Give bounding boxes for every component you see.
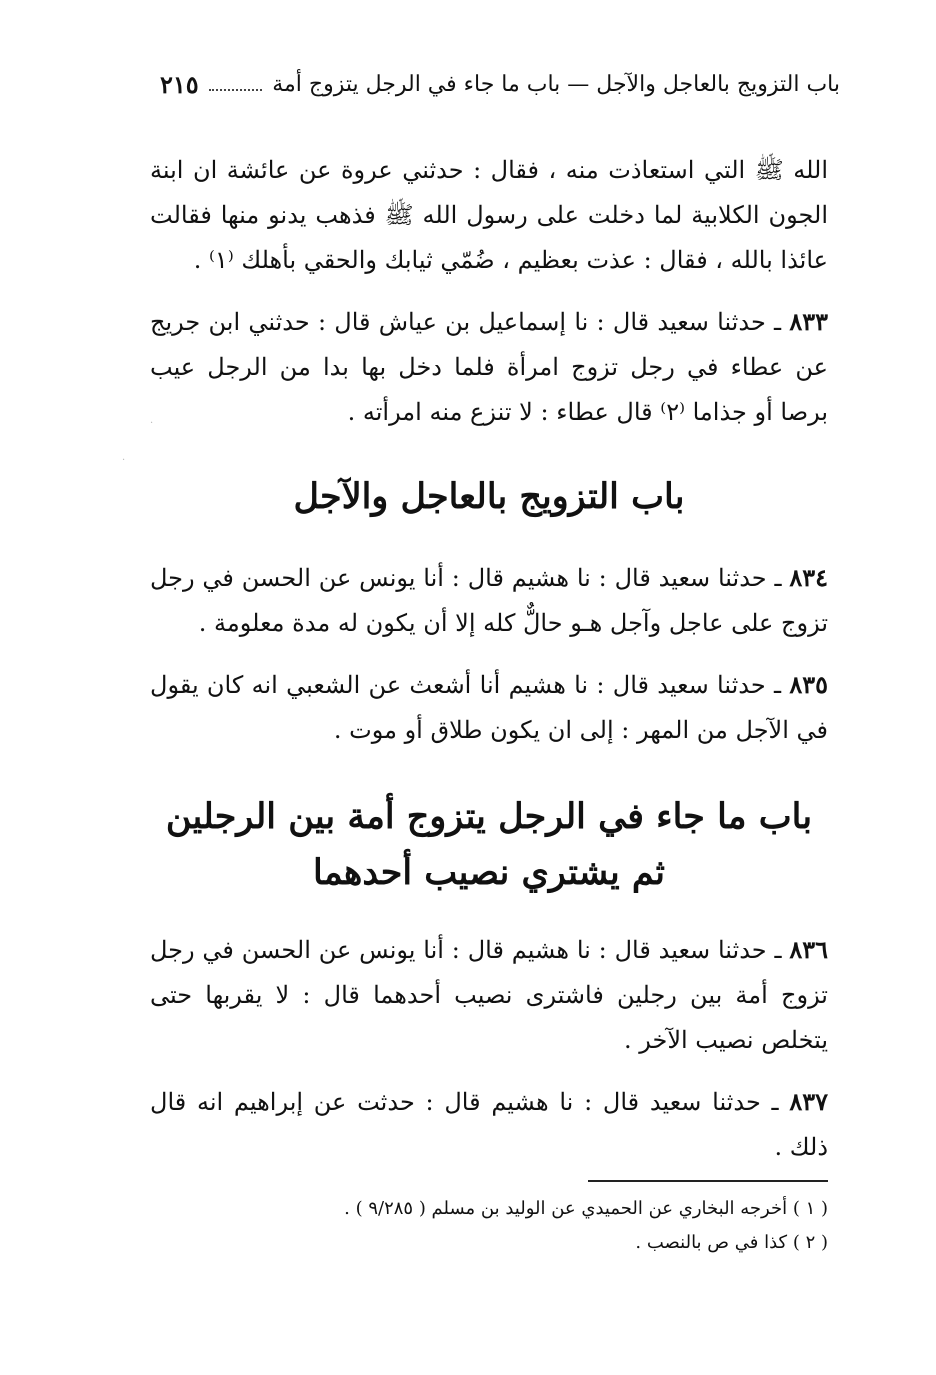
- running-header: [160, 70, 840, 99]
- chapter-title-2: [150, 789, 828, 901]
- hadith-833: [150, 299, 828, 435]
- hadith-number: ٨٣٣: [789, 307, 828, 336]
- hadith-number: ٨٣٤: [789, 563, 828, 592]
- footnote-2: ( ٢ ) كذا في ص بالنصب .: [635, 1232, 828, 1253]
- hadith-835: [150, 662, 828, 753]
- chapter-title-1: باب التزويج بالعاجل والآجل: [293, 476, 685, 517]
- header-dotted-leader: [209, 79, 263, 91]
- paragraph-text: ـ حدثنا سعيد قال : نا هشيم قال : أنا يونس عن الحسن في رجل تزوج على عاجل وآجل هـو حالٌّ كله إلا أن يكون له مدة معلومة .: [150, 564, 828, 637]
- hadith-837: [150, 1079, 828, 1170]
- paragraph-text: ـ حدثنا سعيد قال : نا هشيم أنا أشعث عن الشعبي انه كان يقول في الآجل من المهر : إلى ان يكون طلاق أو موت .: [150, 671, 828, 744]
- header-title: باب التزويج بالعاجل والآجل — باب ما جاء في الرجل يتزوج أمة: [272, 72, 840, 97]
- chapter-title-line-1: باب ما جاء في الرجل يتزوج أمة بين الرجلين: [165, 796, 813, 837]
- chapter-title-line-2: ثم يشتري نصيب أحدهما: [313, 852, 665, 893]
- hadith-number: ٨٣٥: [789, 670, 828, 699]
- paragraph-text: ـ حدثنا سعيد قال : نا هشيم قال : حدثت عن إبراهيم انه قال ذلك .: [150, 1088, 828, 1161]
- paragraph-text: ـ حدثنا سعيد قال : نا إسماعيل بن عياش قال : حدثني ابن جريج عن عطاء في رجل تزوج امرأة فلما دخل بها بدا من الرجل عيب برصا أو جذاما ⁽٢⁾ قال عطاء : لا تنزع منه امرأته .: [150, 308, 828, 426]
- paragraph-text: ـ حدثنا سعيد قال : نا هشيم قال : أنا يونس عن الحسن في رجل تزوج أمة بين رجلين فاشترى نصيب أحدهما قال : لا يقربها حتى يتخلص نصيب الآخر .: [150, 936, 828, 1054]
- footnote-divider: [588, 1180, 828, 1182]
- hadith-number: ٨٣٦: [789, 935, 828, 964]
- page-number: ٢١٥: [160, 70, 199, 99]
- paragraph-text: الله ﷺ التي استعاذت منه ، فقال : حدثني عروة عن عائشة ان ابنة الجون الكلابية لما دخلت على رسول الله ﷺ فذهب يدنو منها فقالت عائذا بالله ، فقال : عذت بعظيم ، ضُمّي ثيابك والحقي بأهلك ⁽١⁾ .: [150, 156, 828, 274]
- margin-speck: ·: [122, 455, 126, 466]
- page-body: [150, 148, 828, 1186]
- footnotes: [150, 1192, 828, 1260]
- footnote-1: ( ١ ) أخرجه البخاري عن الحميدي عن الوليد بن مسلم ( ٩/٢٨٥ ) .: [344, 1198, 828, 1219]
- hadith-836: [150, 927, 828, 1063]
- hadith-834: [150, 555, 828, 646]
- margin-speck: ·: [150, 418, 154, 429]
- hadith-number: ٨٣٧: [789, 1087, 828, 1116]
- paragraph-continuation: [150, 148, 828, 283]
